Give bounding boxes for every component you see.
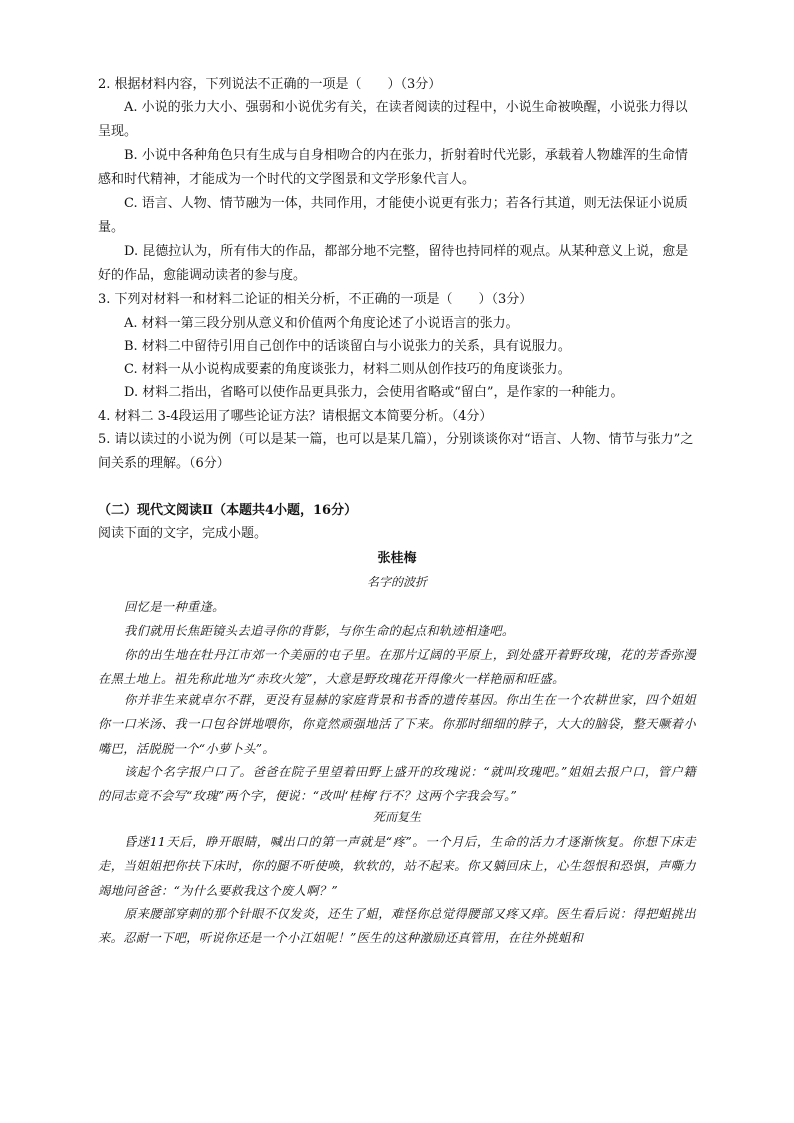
question-3-option-b: B. 材料二中留待引用自己创作中的话谈留白与小说张力的关系，具有说服力。 — [124, 339, 571, 354]
article-paragraph: 你并非生来就卓尔不群，更没有显赫的家庭背景和书香的遗传基因。你出生在一个农耕世家，四个姐姐你一口米汤、我一口包谷饼地喂你，你竟然顽强地活了下来。你那时细细的脖子，大大的脑袋，整天噘着小嘴巴，活脱脱一个“小萝卜头”。 — [98, 693, 696, 756]
article-paragraph: 回忆是一种重逢。 — [124, 600, 225, 614]
article-title: 张桂梅 — [377, 551, 417, 566]
question-2-option-b: B. 小说中各种角色只有生成与自身相吻合的内在张力，折射着时代光影，承载着人物雄浑的生命情感和时代精神，才能成为一个时代的文学图景和文学形象代言人。 — [98, 148, 688, 187]
question-4: 4. 材料二 3-4段运用了哪些论证方法？请根据文本简要分析。（4分） — [98, 409, 493, 424]
article-paragraph: 我们就用长焦距镜头去追寻你的背影，与你生命的起点和轨迹相逢吧。 — [124, 624, 515, 638]
question-3-option-d: D. 材料二指出，省略可以使作品更具张力，会使用省略或“留白”，是作家的一种能力。 — [124, 385, 624, 400]
question-3-stem: 3. 下列对材料一和材料二论证的相关分析，不正确的一项是（ ）（3分） — [98, 292, 533, 307]
question-2-option-a: A. 小说的张力大小、强弱和小说优劣有关，在读者阅读的过程中，小说生命被唤醒，小说张力得以呈现。 — [98, 100, 688, 139]
question-3-option-c: C. 材料一从小说构成要素的角度谈张力，材料二则从创作技巧的角度谈张力。 — [124, 362, 571, 377]
subtitle-revival: 死而复生 — [372, 810, 421, 824]
article-paragraph: 该起个名字报户口了。爸爸在院子里望着田野上盛开的玫瑰说：“就叫玫瑰吧。”姐姐去报户口，管户籍的同志竟不会写“玫瑰”两个字，便说：“改叫‘桂梅’行不？这两个字我会写。” — [98, 765, 696, 804]
question-2-option-d: D. 昆德拉认为，所有伟大的作品，都部分地不完整，留待也持同样的观点。从某种意义上说，愈是好的作品，愈能调动读者的参与度。 — [98, 244, 689, 283]
article-paragraph: 原来腰部穿刺的那个针眼不仅发炎，还生了蛆，难怪你总觉得腰部又疼又痒。医生看后说：得把蛆挑出来。忍耐一下吧，听说你还是一个小江姐呢！”医生的这种激励还真管用，在往外挑蛆和 — [98, 907, 696, 946]
subtitle-name-story: 名字的波折 — [366, 575, 427, 589]
question-3-option-a: A. 材料一第三段分别从意义和价值两个角度论述了小说语言的张力。 — [124, 316, 519, 331]
section-2-heading: （二）现代文阅读Ⅱ（本题共4小题，16分） — [98, 503, 358, 518]
question-2-option-c: C. 语言、人物、情节融为一体，共同作用，才能使小说更有张力；若各行其道，则无法保证小说质量。 — [98, 196, 688, 235]
section-2-instruction: 阅读下面的文字，完成小题。 — [98, 526, 268, 541]
article-paragraph: 昏迷11天后，睁开眼睛，喊出口的第一声就是“疼”。一个月后，生命的活力才逐渐恢复。你想下床走走，当姐姐把你扶下床时，你的腿不听使唤，软软的，站不起来。你又躺回床上，心生怨恨和恐惧，声嘶力竭地问爸爸：“为什么要救我这个废人啊？” — [98, 835, 696, 898]
question-5: 5. 请以读过的小说为例（可以是某一篇，也可以是某几篇），分别谈谈你对“语言、人物、情节与张力”之间关系的理解。（6分） — [98, 432, 694, 471]
question-2-stem: 2. 根据材料内容，下列说法不正确的一项是（ ）（3分） — [98, 77, 442, 92]
article-paragraph: 你的出生地在牡丹江市郊一个美丽的屯子里。在那片辽阔的平原上，到处盛开着野玫瑰，花的芳香弥漫在黑土地上。祖先称此地为“赤玫火笼”，大意是野玫瑰花开得像火一样艳丽和旺盛。 — [98, 648, 696, 687]
